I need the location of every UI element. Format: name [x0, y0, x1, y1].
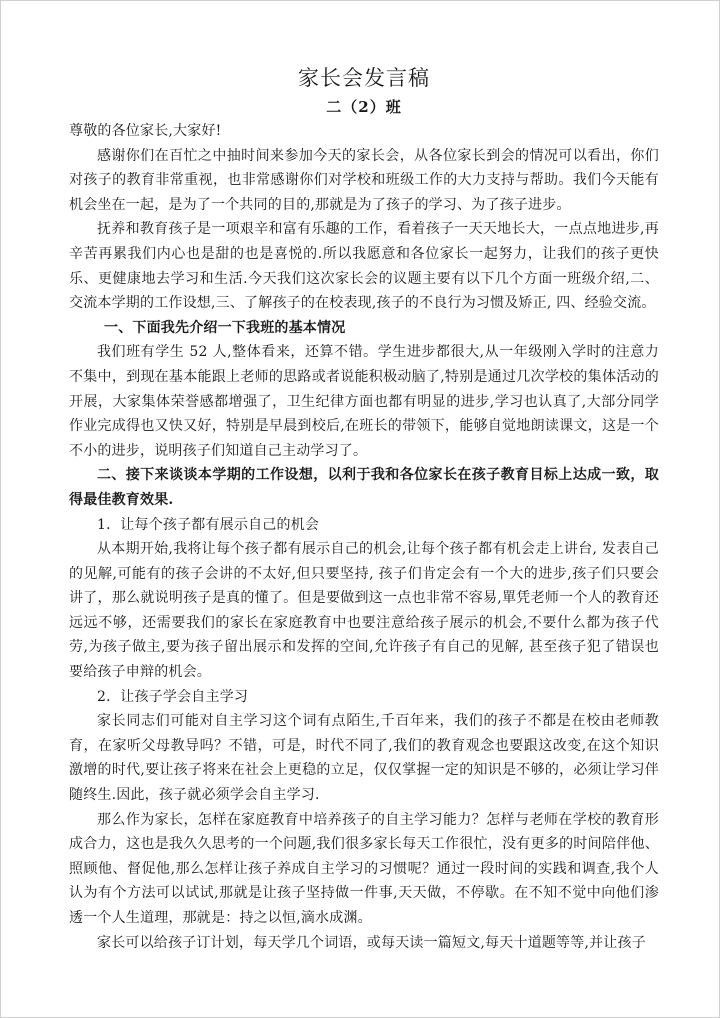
subheading-self-study: 2．让孩子学会自主学习 — [97, 688, 249, 705]
class-name: 二（2）班 — [326, 98, 402, 116]
paragraph-class-intro: 我们班有学生 52 人,整体看来，还算不错。学生进步都很大,从一年级刚入学时的注意力不集中，到现在基本能跟上老师的思路或者说能积极动脑了,特别是通过几次学校的集体活动的开展，大家集体荣誉感都增强了，卫生纪律方面也都有明显的进步,学习也认真了,大部分同学作业完成得也又快又好，特别是早晨到校后,在班长的带领下，能够自觉地朗读课文，这是一个不小的进步，说明孩子们知道自己主动学习了。 — [69, 344, 659, 459]
paragraph-agenda: 抚养和教育孩子是一项艰辛和富有乐趣的工作，看着孩子一天天地长大，一点点地进步,再辛苦再累我们内心也是甜的也是喜悦的.所以我愿意和各位家长一起努力，让我们的孩子更快乐、更健康地去学习和生活.今天我们这次家长会的议题主要有以下几个方面一班级介绍,二、交流本学期的工作设想,三、了解孩子的在校表现,孩子的不良行为习惯及矫正, 四、经验交流。 — [69, 221, 659, 312]
paragraph-thanks: 感谢你们在百忙之中抽时间来参加今天的家长会，从各位家长到会的情况可以看出，你们对孩子的教育非常重视，也非常感谢你们对学校和班级工作的大力支持与帮助。我们今天能有机会坐在一起，是为了一个共同的目的,那就是为了孩子的学习、为了孩子进步。 — [69, 147, 659, 213]
greeting: 尊敬的各位家长,大家好! — [69, 123, 222, 139]
subheading-show-opportunity: 1．让每个孩子都有展示自己的机会 — [97, 516, 320, 533]
document-body — [69, 61, 659, 955]
section-heading-class-intro: 一、下面我先介绍一下我班的基本情况 — [104, 319, 346, 336]
paragraph-family-education: 那么作为家长，怎样在家庭教育中培养孩子的自主学习能力？怎样与老师在学校的教育形成合力，这也是我久久思考的一个问题,我们很多家长每天工作很忙，没有更多的时间陪伴他、照顾他、督促他,那么怎样让孩子养成自主学习的习惯呢？通过一段时间的实践和调查,我个人认为有个方法可以试试,那就是让孩子坚持做一件事,天天做，不停歇。在不知不觉中向他们渗透一个人生道理，那就是：持之以恒,滴水成渊。 — [69, 811, 659, 926]
paragraph-show-opportunity: 从本期开始,我将让每个孩子都有展示自己的机会,让每个孩子都有机会走上讲台, 发表自己的见解,可能有的孩子会讲的不太好,但只要坚持, 孩子们肯定会有一个大的进步,孩子们只要会讲了，那么就说明孩子是真的懂了。但是要做到这一点也非常不容易,單凭老师一个人的教育还远远不够，还需要我们的家长在家庭教育中也要注意给孩子展示的机会,不要什么都为孩子代劳,为孩子做主,要为孩子留出展示和发挥的空间,允许孩子有自己的见解, 甚至孩子犯了错误也要给孩子申辩的机会。 — [69, 541, 659, 681]
paragraph-study-plan: 家长可以给孩子订计划，每天学几个词语，或每天读一篇短文,每天十道题等等,并让孩子 — [97, 934, 646, 951]
document-title: 家长会发言稿 — [298, 66, 430, 90]
section-heading-work-plan: 二、接下来谈谈本学期的工作设想，以利于我和各位家长在孩子教育目标上达成一致，取得最佳教育效果. — [69, 467, 659, 508]
paragraph-self-study: 家长同志们可能对自主学习这个词有点陌生,千百年来，我们的孩子不都是在校由老师教育，在家听父母教导吗？不错，可是，时代不同了,我们的教育观念也要跟这改变,在这个知识激增的时代,要让孩子将来在社会上更稳的立足，仅仅掌握一定的知识是不够的，必须让学习伴随终生.因此，孩子就必须学会自主学习. — [69, 713, 659, 804]
